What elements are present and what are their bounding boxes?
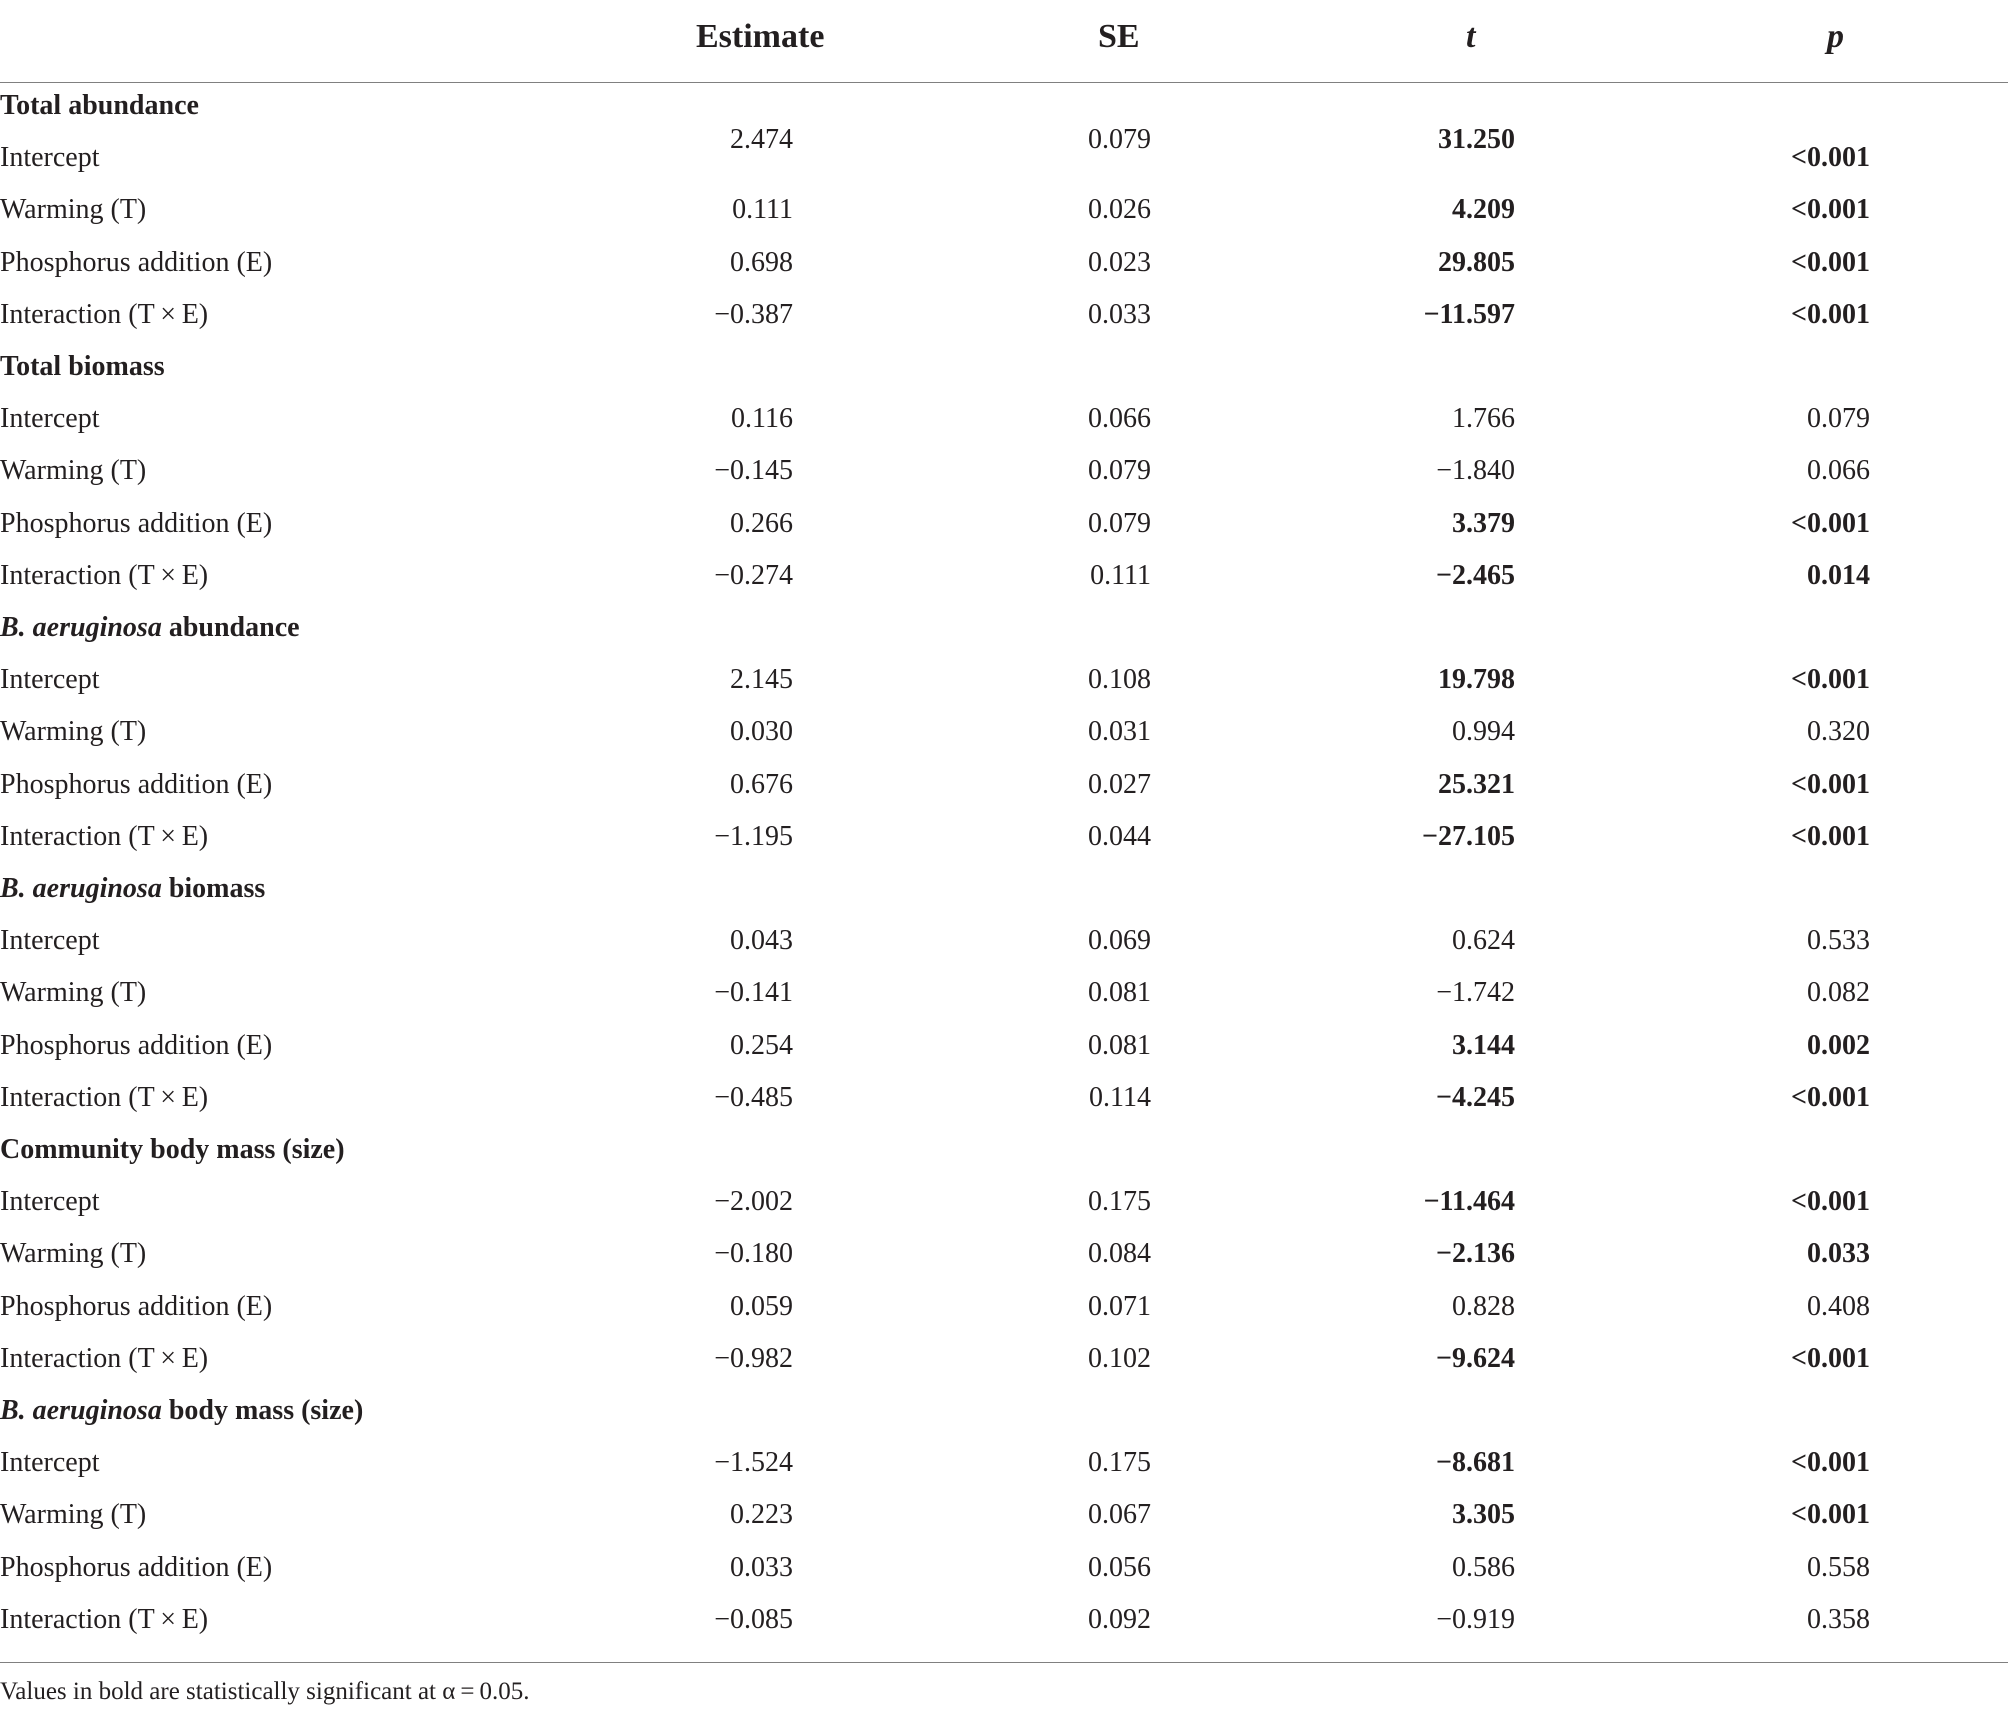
cell-t: −2.465 <box>1436 559 1515 591</box>
table-row <box>0 1342 2008 1394</box>
cell-estimate: −0.141 <box>714 977 793 1009</box>
table-row <box>0 298 2008 350</box>
cell-estimate: 2.145 <box>730 664 793 696</box>
cell-se: 0.079 <box>1088 507 1151 539</box>
cell-t: 0.828 <box>1452 1290 1515 1322</box>
cell-estimate: 0.223 <box>730 1499 793 1531</box>
cell-se: 0.056 <box>1088 1551 1151 1583</box>
cell-p: 0.533 <box>1807 925 1870 957</box>
cell-t: −4.245 <box>1436 1081 1515 1113</box>
cell-p: <0.001 <box>1791 507 1870 539</box>
cell-p: 0.066 <box>1807 455 1870 487</box>
cell-p: 0.033 <box>1807 1238 1870 1270</box>
cell-p: <0.001 <box>1791 1499 1870 1531</box>
cell-t: 3.144 <box>1452 1029 1515 1061</box>
group-row <box>0 1133 2008 1185</box>
cell-se: 0.081 <box>1088 1029 1151 1061</box>
row-label: Phosphorus addition (E) <box>0 1290 273 1322</box>
group-title <box>0 872 265 906</box>
table-row <box>0 1498 2008 1550</box>
cell-p: 0.408 <box>1807 1290 1870 1322</box>
group-title <box>0 611 300 645</box>
cell-se: 0.066 <box>1088 403 1151 435</box>
cell-se: 0.079 <box>1088 124 1151 156</box>
cell-t: 0.586 <box>1452 1551 1515 1583</box>
table-row <box>0 820 2008 872</box>
table-row <box>0 193 2008 245</box>
cell-t: −2.136 <box>1436 1238 1515 1270</box>
row-label: Warming (T) <box>0 455 147 487</box>
cell-estimate: −1.195 <box>714 820 793 852</box>
cell-estimate: 0.698 <box>730 246 793 278</box>
cell-p: 0.002 <box>1807 1029 1870 1061</box>
header-p: p <box>1827 18 1844 55</box>
table-row <box>0 1237 2008 1289</box>
cell-estimate: 0.059 <box>730 1290 793 1322</box>
cell-t: 4.209 <box>1452 194 1515 226</box>
table-row <box>0 1446 2008 1498</box>
cell-estimate: −2.002 <box>714 1186 793 1218</box>
cell-t: −1.840 <box>1436 455 1515 487</box>
row-label: Interaction (T × E) <box>0 1081 209 1113</box>
table-row <box>0 1551 2008 1603</box>
cell-p: <0.001 <box>1791 1342 1870 1374</box>
cell-t: −0.919 <box>1436 1603 1515 1635</box>
cell-estimate: −0.145 <box>714 455 793 487</box>
table-row <box>0 715 2008 767</box>
header-estimate: Estimate <box>696 18 825 55</box>
bottom-rule <box>0 1662 2008 1663</box>
cell-p: <0.001 <box>1791 246 1870 278</box>
cell-se: 0.067 <box>1088 1499 1151 1531</box>
row-label: Intercept <box>0 1447 100 1479</box>
cell-t: −8.681 <box>1436 1447 1515 1479</box>
cell-p: 0.079 <box>1807 403 1870 435</box>
row-label: Warming (T) <box>0 716 147 748</box>
cell-estimate: 0.043 <box>730 925 793 957</box>
cell-p: 0.358 <box>1807 1603 1870 1635</box>
group-row <box>0 872 2008 924</box>
cell-t: 19.798 <box>1438 664 1515 696</box>
cell-t: 3.305 <box>1452 1499 1515 1531</box>
group-title-text: Community body mass (size) <box>0 1134 345 1165</box>
cell-p: <0.001 <box>1791 194 1870 226</box>
cell-t: 31.250 <box>1438 124 1515 156</box>
cell-p: <0.001 <box>1791 1186 1870 1218</box>
cell-estimate: 0.030 <box>730 716 793 748</box>
table-row <box>0 1290 2008 1342</box>
row-label: Intercept <box>0 925 100 957</box>
cell-t: 0.994 <box>1452 716 1515 748</box>
cell-estimate: −0.274 <box>714 559 793 591</box>
row-label: Warming (T) <box>0 1499 147 1531</box>
cell-se: 0.175 <box>1088 1447 1151 1479</box>
row-label: Interaction (T × E) <box>0 1342 209 1374</box>
group-title <box>0 89 199 123</box>
cell-p: 0.082 <box>1807 977 1870 1009</box>
cell-p: <0.001 <box>1791 820 1870 852</box>
cell-t: 1.766 <box>1452 403 1515 435</box>
row-label: Phosphorus addition (E) <box>0 1551 273 1583</box>
group-title-italic: B. aeruginosa <box>0 873 162 904</box>
cell-t: 3.379 <box>1452 507 1515 539</box>
group-title-italic: B. aeruginosa <box>0 612 162 643</box>
cell-p: <0.001 <box>1791 1081 1870 1113</box>
cell-estimate: 2.474 <box>730 124 793 156</box>
row-label: Phosphorus addition (E) <box>0 1029 273 1061</box>
table-row <box>0 1185 2008 1237</box>
group-title <box>0 350 165 384</box>
cell-estimate: −0.085 <box>714 1603 793 1635</box>
row-label: Intercept <box>0 1186 100 1218</box>
header-t: t <box>1466 18 1476 55</box>
row-label: Intercept <box>0 664 100 696</box>
cell-estimate: −0.982 <box>714 1342 793 1374</box>
cell-se: 0.069 <box>1088 925 1151 957</box>
cell-se: 0.111 <box>1090 559 1151 591</box>
row-label: Interaction (T × E) <box>0 298 209 330</box>
cell-p: 0.558 <box>1807 1551 1870 1583</box>
cell-estimate: 0.033 <box>730 1551 793 1583</box>
row-label: Phosphorus addition (E) <box>0 768 273 800</box>
table-row <box>0 1081 2008 1133</box>
table-row <box>0 768 2008 820</box>
row-label: Interaction (T × E) <box>0 559 209 591</box>
cell-se: 0.175 <box>1088 1186 1151 1218</box>
cell-t: 29.805 <box>1438 246 1515 278</box>
row-label: Interaction (T × E) <box>0 1603 209 1635</box>
group-row <box>0 350 2008 402</box>
cell-se: 0.114 <box>1089 1081 1151 1113</box>
cell-estimate: 0.254 <box>730 1029 793 1061</box>
table-row <box>0 124 2008 193</box>
table-row <box>0 924 2008 976</box>
row-label: Intercept <box>0 403 100 435</box>
cell-t: −1.742 <box>1436 977 1515 1009</box>
cell-estimate: 0.676 <box>730 768 793 800</box>
group-title <box>0 1394 363 1428</box>
cell-p: <0.001 <box>1791 298 1870 330</box>
row-label: Phosphorus addition (E) <box>0 507 273 539</box>
cell-t: 25.321 <box>1438 768 1515 800</box>
cell-se: 0.079 <box>1088 455 1151 487</box>
table-row <box>0 507 2008 559</box>
group-title-text: abundance <box>161 612 300 643</box>
group-title-text: body mass (size) <box>161 1395 364 1426</box>
cell-se: 0.092 <box>1088 1603 1151 1635</box>
cell-p: 0.014 <box>1807 559 1870 591</box>
group-row <box>0 1394 2008 1446</box>
cell-se: 0.108 <box>1088 664 1151 696</box>
table-row <box>0 1029 2008 1081</box>
row-label: Warming (T) <box>0 194 147 226</box>
table-row <box>0 246 2008 298</box>
row-label: Warming (T) <box>0 977 147 1009</box>
cell-se: 0.071 <box>1088 1290 1151 1322</box>
cell-se: 0.031 <box>1088 716 1151 748</box>
cell-estimate: −1.524 <box>714 1447 793 1479</box>
cell-estimate: 0.266 <box>730 507 793 539</box>
cell-estimate: −0.180 <box>714 1238 793 1270</box>
group-title-text: Total abundance <box>0 90 199 121</box>
cell-t: −11.597 <box>1423 298 1515 330</box>
group-title-text: biomass <box>161 873 266 904</box>
group-title <box>0 1133 345 1167</box>
cell-estimate: −0.485 <box>714 1081 793 1113</box>
header-rule <box>0 82 2008 83</box>
cell-p: <0.001 <box>1791 664 1870 696</box>
cell-estimate: 0.111 <box>732 194 793 226</box>
cell-p: <0.001 <box>1791 142 1870 174</box>
table-row <box>0 559 2008 611</box>
cell-se: 0.044 <box>1088 820 1151 852</box>
cell-se: 0.033 <box>1088 298 1151 330</box>
cell-estimate: −0.387 <box>714 298 793 330</box>
row-label: Intercept <box>0 142 100 174</box>
footnote: Values in bold are statistically significant at α = 0.05. <box>0 1678 530 1705</box>
cell-se: 0.027 <box>1088 768 1151 800</box>
table-row <box>0 402 2008 454</box>
group-title-italic: B. aeruginosa <box>0 1395 162 1426</box>
header-se: SE <box>1098 18 1140 55</box>
cell-p: <0.001 <box>1791 1447 1870 1479</box>
row-label: Phosphorus addition (E) <box>0 246 273 278</box>
cell-se: 0.026 <box>1088 194 1151 226</box>
table-row <box>0 454 2008 506</box>
cell-t: −11.464 <box>1423 1186 1515 1218</box>
cell-se: 0.084 <box>1088 1238 1151 1270</box>
cell-se: 0.023 <box>1088 246 1151 278</box>
cell-se: 0.102 <box>1088 1342 1151 1374</box>
cell-estimate: 0.116 <box>731 403 793 435</box>
cell-t: −9.624 <box>1436 1342 1515 1374</box>
group-title-text: Total biomass <box>0 351 165 382</box>
table-row <box>0 1603 2008 1655</box>
table-row <box>0 663 2008 715</box>
table-row <box>0 976 2008 1028</box>
cell-p: 0.320 <box>1807 716 1870 748</box>
group-row <box>0 611 2008 663</box>
row-label: Warming (T) <box>0 1238 147 1270</box>
row-label: Interaction (T × E) <box>0 820 209 852</box>
group-row <box>0 89 2008 141</box>
cell-t: −27.105 <box>1422 820 1515 852</box>
cell-p: <0.001 <box>1791 768 1870 800</box>
cell-t: 0.624 <box>1452 925 1515 957</box>
cell-se: 0.081 <box>1088 977 1151 1009</box>
